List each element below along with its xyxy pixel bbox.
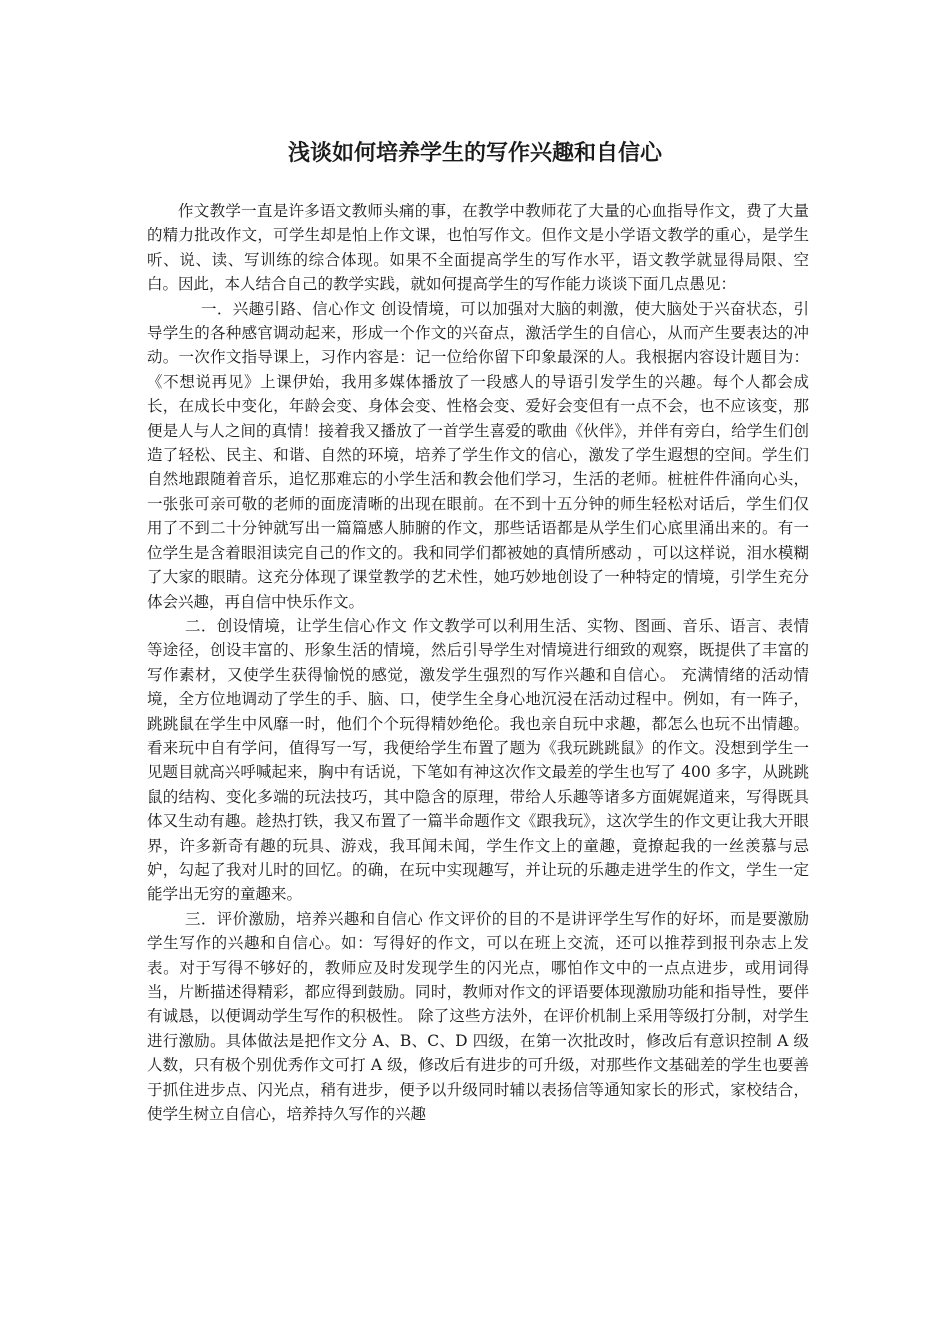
- document-title: 浅谈如何培养学生的写作兴趣和自信心: [287, 140, 662, 166]
- section-3-paragraph: 三．评价激励，培养兴趣和自信心 作文评价的目的不是讲评学生写作的好坏，而是要激励学生写作的兴趣和自信心。如：写得好的作文，可以在班上交流，还可以推荐到报刊杂志上发表。对于写得不够好的，教师应及时发现学生的闪光点，哪怕作文中的一点点进步，或用词得当，片断描述得精彩，都应得到鼓励。同时，教师对作文的评语要体现激励功能和指导性，要伴有诚恳，以便调动学生写作的积极性。 除了这些方法外，在评价机制上采用等级打分制，对学生进行激励。具体做法是把作文分 A、B、C、D 四级，在第一次批改时，修改后有意识控制 A 级人数，只有极个别优秀作文可打 A 级，修改后有进步的可升级，对那些作文基础差的学生也要善于抓住进步点、闪光点，稍有进步，便予以升级同时辅以表扬信等通知家长的形式，家校结合，使学生树立自信心，培养持久写作的兴趣: [147, 909, 809, 1124]
- section-2-paragraph: 二．创设情境，让学生信心作文 作文教学可以利用生活、实物、图画、音乐、语言、表情等途径，创设丰富的、形象生活的情境，然后引导学生对情境进行细致的观察，既提供了丰富的写作素材，又使学生获得愉悦的感觉，激发学生强烈的写作兴趣和自信心。 充满情绪的活动情境，全方位地调动了学生的手、脑、口，使学生全身心地沉浸在活动过程中。例如，有一阵子，跳跳鼠在学生中风靡一时，他们个个玩得精妙绝伦。我也亲自玩中求趣，都怎么也玩不出情趣。看来玩中自有学问，值得写一写，我便给学生布置了题为《我玩跳跳鼠》的作文。没想到学生一见题目就高兴呼喊起来，胸中有话说，下笔如有神这次作文最差的学生也写了 400 多字，从跳跳鼠的结构、变化多端的玩法技巧，其中隐含的原理，带给人乐趣等诸多方面娓娓道来，写得既具体又生动有趣。趁热打铁，我又布置了一篇半命题作文《跟我玩》，这次学生的作文更让我大开眼界，许多新奇有趣的玩具、游戏，我耳闻未闻，学生作文上的童趣，竟撩起我的一丝羡慕与忌妒，勾起了我对儿时的回忆。的确，在玩中实现趣写，并让玩的乐趣走进学生的作文，学生一定能学出无穷的童趣来。: [147, 616, 809, 904]
- document-body: [147, 199, 809, 1126]
- section-1-paragraph: 一．兴趣引路、信心作文 创设情境，可以加强对大脑的刺激，使大脑处于兴奋状态，引导学生的各种感官调动起来，形成一个作文的兴奋点，激活学生的自信心，从而产生要表达的冲动。一次作文指导课上，习作内容是：记一位给你留下印象最深的人。我根据内容设计题目为：《不想说再见》上课伊始，我用多媒体播放了一段感人的导语引发学生的兴趣。每个人都会成长，在成长中变化，年龄会变、身体会变、性格会变、爱好会变但有一点不会，也不应该变，那便是人与人之间的真情！接着我又播放了一首学生喜爱的歌曲《伙伴》，并伴有旁白，给学生们创造了轻松、民主、和谐、自然的环境，培养了学生作文的信心，激发了学生遐想的空间。学生们自然地跟随着音乐，追忆那难忘的小学生活和教会他们学习，生活的老师。桩桩件件涌向心头，一张张可亲可敬的老师的面庞清晰的出现在眼前。在不到十五分钟的师生轻松对话后，学生们仅用了不到二十分钟就写出一篇篇感人肺腑的作文，那些话语都是从学生们心底里涌出来的。有一位学生是含着眼泪读完自己的作文的。我和同学们都被她的真情所感动 ，可以这样说，泪水模糊了大家的眼睛。这充分体现了课堂教学的艺术性，她巧妙地创设了一种特定的情境，引学生充分体会兴趣，再自信中快乐作文。: [147, 299, 809, 611]
- intro-paragraph: 作文教学一直是许多语文教师头痛的事，在教学中教师花了大量的心血指导作文，费了大量的精力批改作文，可学生却是怕上作文课，也怕写作文。但作文是小学语文教学的重心，是学生听、说、读、写训练的综合体现。如果不全面提高学生的写作水平，语文教学就显得局限、空白。因此，本人结合自己的教学实践，就如何提高学生的写作能力谈谈下面几点愚见：: [147, 202, 809, 294]
